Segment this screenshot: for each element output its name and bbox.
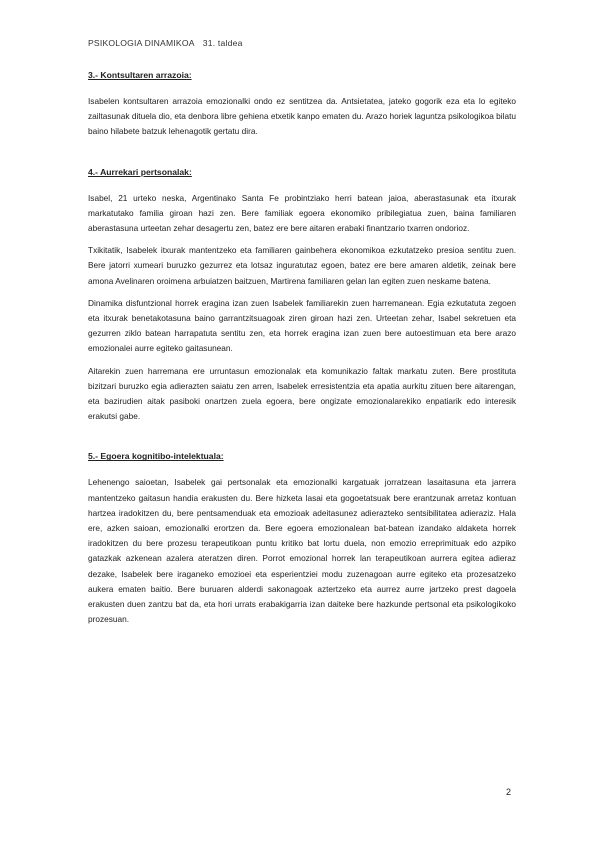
section-cognitive-state — [88, 451, 516, 627]
paragraph: Lehenengo saioetan, Isabelek gai pertsonalak eta emozionalki kargatuak jorratzean lasaitasuna eta jarrera mantentzeko gaitasun handia erakusten du. Bere hizketa lasai eta gogoetatsuak bere erantzunak arretaz kontuan hartzea iradokitzen du, bere pentsamenduak eta emozioak adeitasunez adierazteko sentsibilitatea adieraziz. Hala ere, azken saioan, emozionalki erortzen da. Bere egoera emozionalean bat-batean izandako aldaketa horrek iradokitzen du bere prozesu terapeutikoan puntu kritiko bat lortu duela, non emozio erreprimituak edo azpiko gatazkak azkenean azalera ateratzen diren. Porrot emozional horrek lan terapeutikoan aurrera egitea adieraz dezake, Isabelek bere iraganeko emozioei eta esperientziei modu zuzenagoan aurre egiteko eta prozesatzeko aukera ematen baitio. Bere buruaren alderdi sakonagoak aztertzeko eta aurrez aurre jartzeko prest dagoela erakusten duen zantzu bat da, eta hori urrats erabakigarria izan daiteke bere hazkunde pertsonal eta psikologikoko prozesuan. — [88, 477, 516, 625]
paragraph: Aitarekin zuen harremana ere urruntasun emozionalak eta komunikazio faltak markatu zuten. Bere prostituta bizitzari buruzko egia adierazten saiatu zen arren, Isabelek erresistentzia eta apatia aurkitu zituen bere aitarengan, eta bazirudien aitak pasiboki onartzen zuela egoera, bere ongizate emozionalarekiko enpatiarik edo interesik erakutsi gabe. — [88, 365, 516, 422]
paragraph: Isabel, 21 urteko neska, Argentinako Santa Fe probintziako herri batean jaioa, aberastasunak eta itxurak markatutako familia giroan hazi zen. Bere familiak egoera ekonomiko pribilegiatua zuen, baina familiaren aberastasuna urteetan zehar desagertu zen, batez ere bere aitaren erabaki finantzario txarren ondorioz. — [88, 192, 516, 234]
section-consultation-reason — [88, 70, 516, 140]
paragraph: Txikitatik, Isabelek itxurak mantentzeko eta familiaren gainbehera ekonomikoa ezkutatzeko presioa sentitu zuen. Bere jatorri xumeari buruzko gezurrez eta lotsaz inguratutaz egoen, batez ere bere amaren aldetik, zeinak bere amona Avelinaren oroimena arbuiatzen baitzuen, Martirena familiaren gelan lan egiten zuen neskame batena. — [88, 245, 516, 286]
page-header — [88, 38, 243, 48]
paragraph: Dinamika disfuntzional horrek eragina izan zuen Isabelek familiarekin zuen harremanean. Egia ezkutatuta zegoen eta itxurak benetakotasuna baino garrantzitsuagoak ziren giroan hazi zen. Urteetan zehar, Isabel sekretuen eta gezurren ziklo batean harrapatuta sentitu zen, eta horrek eragina izan zuen bere autoestimuan eta bere arazo emozionalei aurre egiteko gaitasunean. — [88, 297, 516, 354]
section-title: 4.- Aurrekari pertsonalak: — [88, 166, 192, 177]
section-title: 3.- Kontsultaren arrazoia: — [88, 70, 192, 80]
paragraph: Isabelen kontsultaren arrazoia emozionalki ondo ez sentitzea da. Antsietatea, jateko gogorik eza eta lo egiteko zailtasunak dituela dio, eta denbora libre gehiena etxetik kanpo ematen du. Arazo horiek laguntza psikologikoa bilatu baino hilabete batzuk lehenagotik gertatu dira. — [88, 96, 516, 137]
document-body — [88, 70, 516, 634]
header-course: PSIKOLOGIA DINAMIKOA — [88, 38, 195, 48]
section-title: 5.- Egoera kognitibo-intelektuala: — [88, 451, 224, 462]
section-personal-history — [88, 167, 516, 425]
header-group: 31. taldea — [202, 38, 243, 48]
page-number: 2 — [506, 787, 512, 797]
